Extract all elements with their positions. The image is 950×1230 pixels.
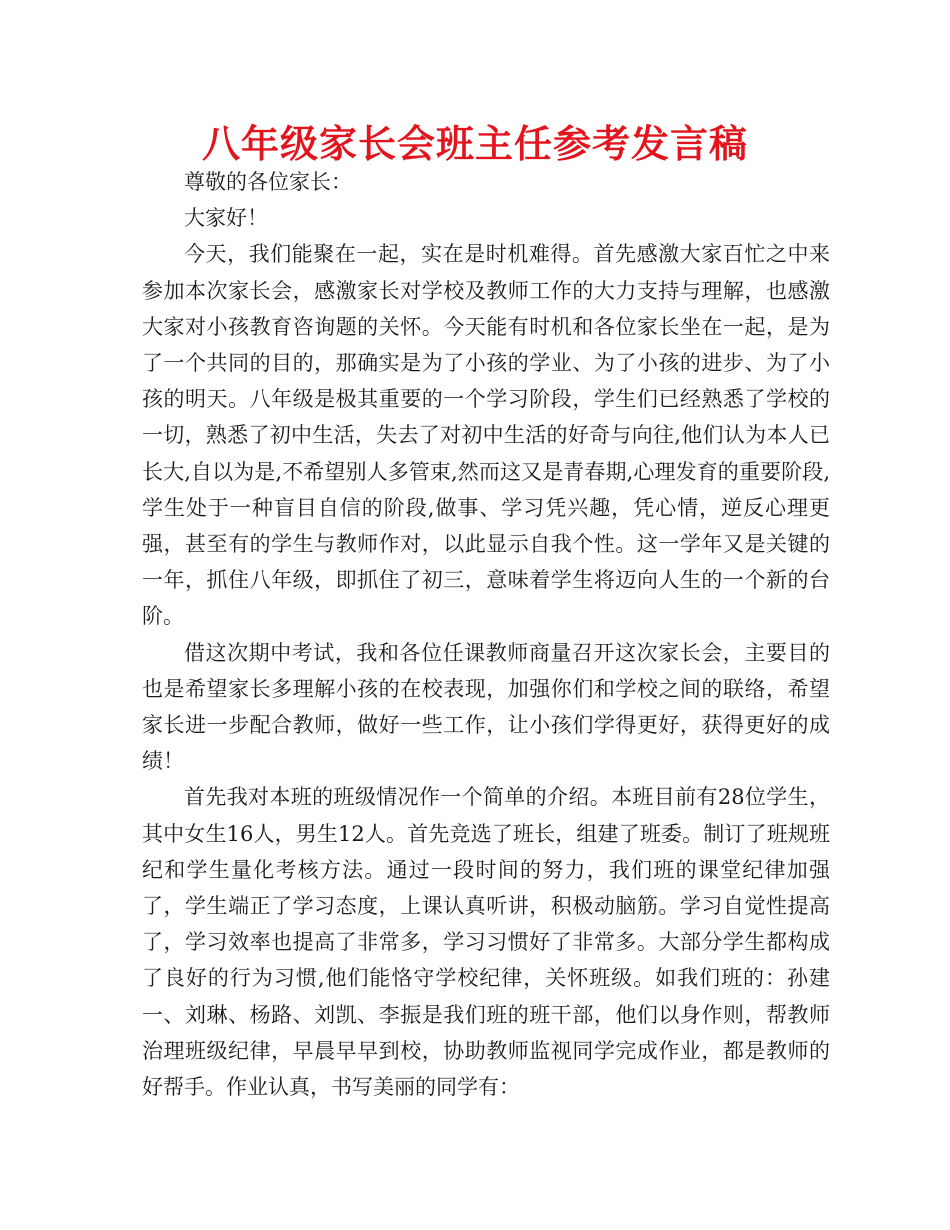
paragraph-purpose: 借这次期中考试，我和各位任课教师商量召开这次家长会，主要目的也是希望家长多理解小孩的在校表现，加强你们和学校之间的联络，希望家长进一步配合教师，做好一些工作，让小孩们学得更好，获得更好的成绩！: [142, 640, 830, 774]
document-body: [142, 164, 830, 1105]
paragraph-class-overview: 首先我对本班的班级情况作一个简单的介绍。本班目前有28位学生，其中女生16人，男生12人。首先竞选了班长，组建了班委。制订了班规班纪和学生量化考核方法。通过一段时间的努力，我们班的课堂纪律加强了，学生端正了学习态度，上课认真听讲，积极动脑筋。学习自觉性提高了，学习效率也提高了非常多，学习习惯好了非常多。大部分学生都构成了良好的行为习惯,他们能恪守学校纪律，关怀班级。如我们班的：孙建一、刘琳、杨路、刘凯、李振是我们班的班干部，他们以身作则，帮教师治理班级纪律，早晨早早到校，协助教师监视同学完成作业，都是教师的好帮手。作业认真，书写美丽的同学有：: [142, 785, 830, 1100]
greeting: 大家好！: [184, 206, 268, 231]
document-title: 八年级家长会班主任参考发言稿: [201, 122, 748, 166]
salutation: 尊敬的各位家长：: [184, 170, 352, 194]
paragraph-intro: 今天，我们能聚在一起，实在是时机难得。首先感激大家百忙之中来参加本次家长会，感激家长对学校及教师工作的大力支持与理解，也感激大家对小孩教育咨询题的关怀。今天能有时机和各位家长坐在一起，是为了一个共同的目的，那确实是为了小孩的学业、为了小孩的进步、为了小孩的明天。八年级是极其重要的一个学习阶段，学生们已经熟悉了学校的一切，熟悉了初中生活，失去了对初中生活的好奇与向往,他们认为本人已长大,自以为是,不希望别人多管束,然而这又是青春期,心理发育的重要阶段,学生处于一种盲目自信的阶段,做事、学习凭兴趣，凭心情，逆反心理更强，甚至有的学生与教师作对，以此显示自我个性。这一学年又是关键的一年，抓住八年级，即抓住了初三，意味着学生将迈向人生的一个新的台阶。: [142, 242, 830, 629]
